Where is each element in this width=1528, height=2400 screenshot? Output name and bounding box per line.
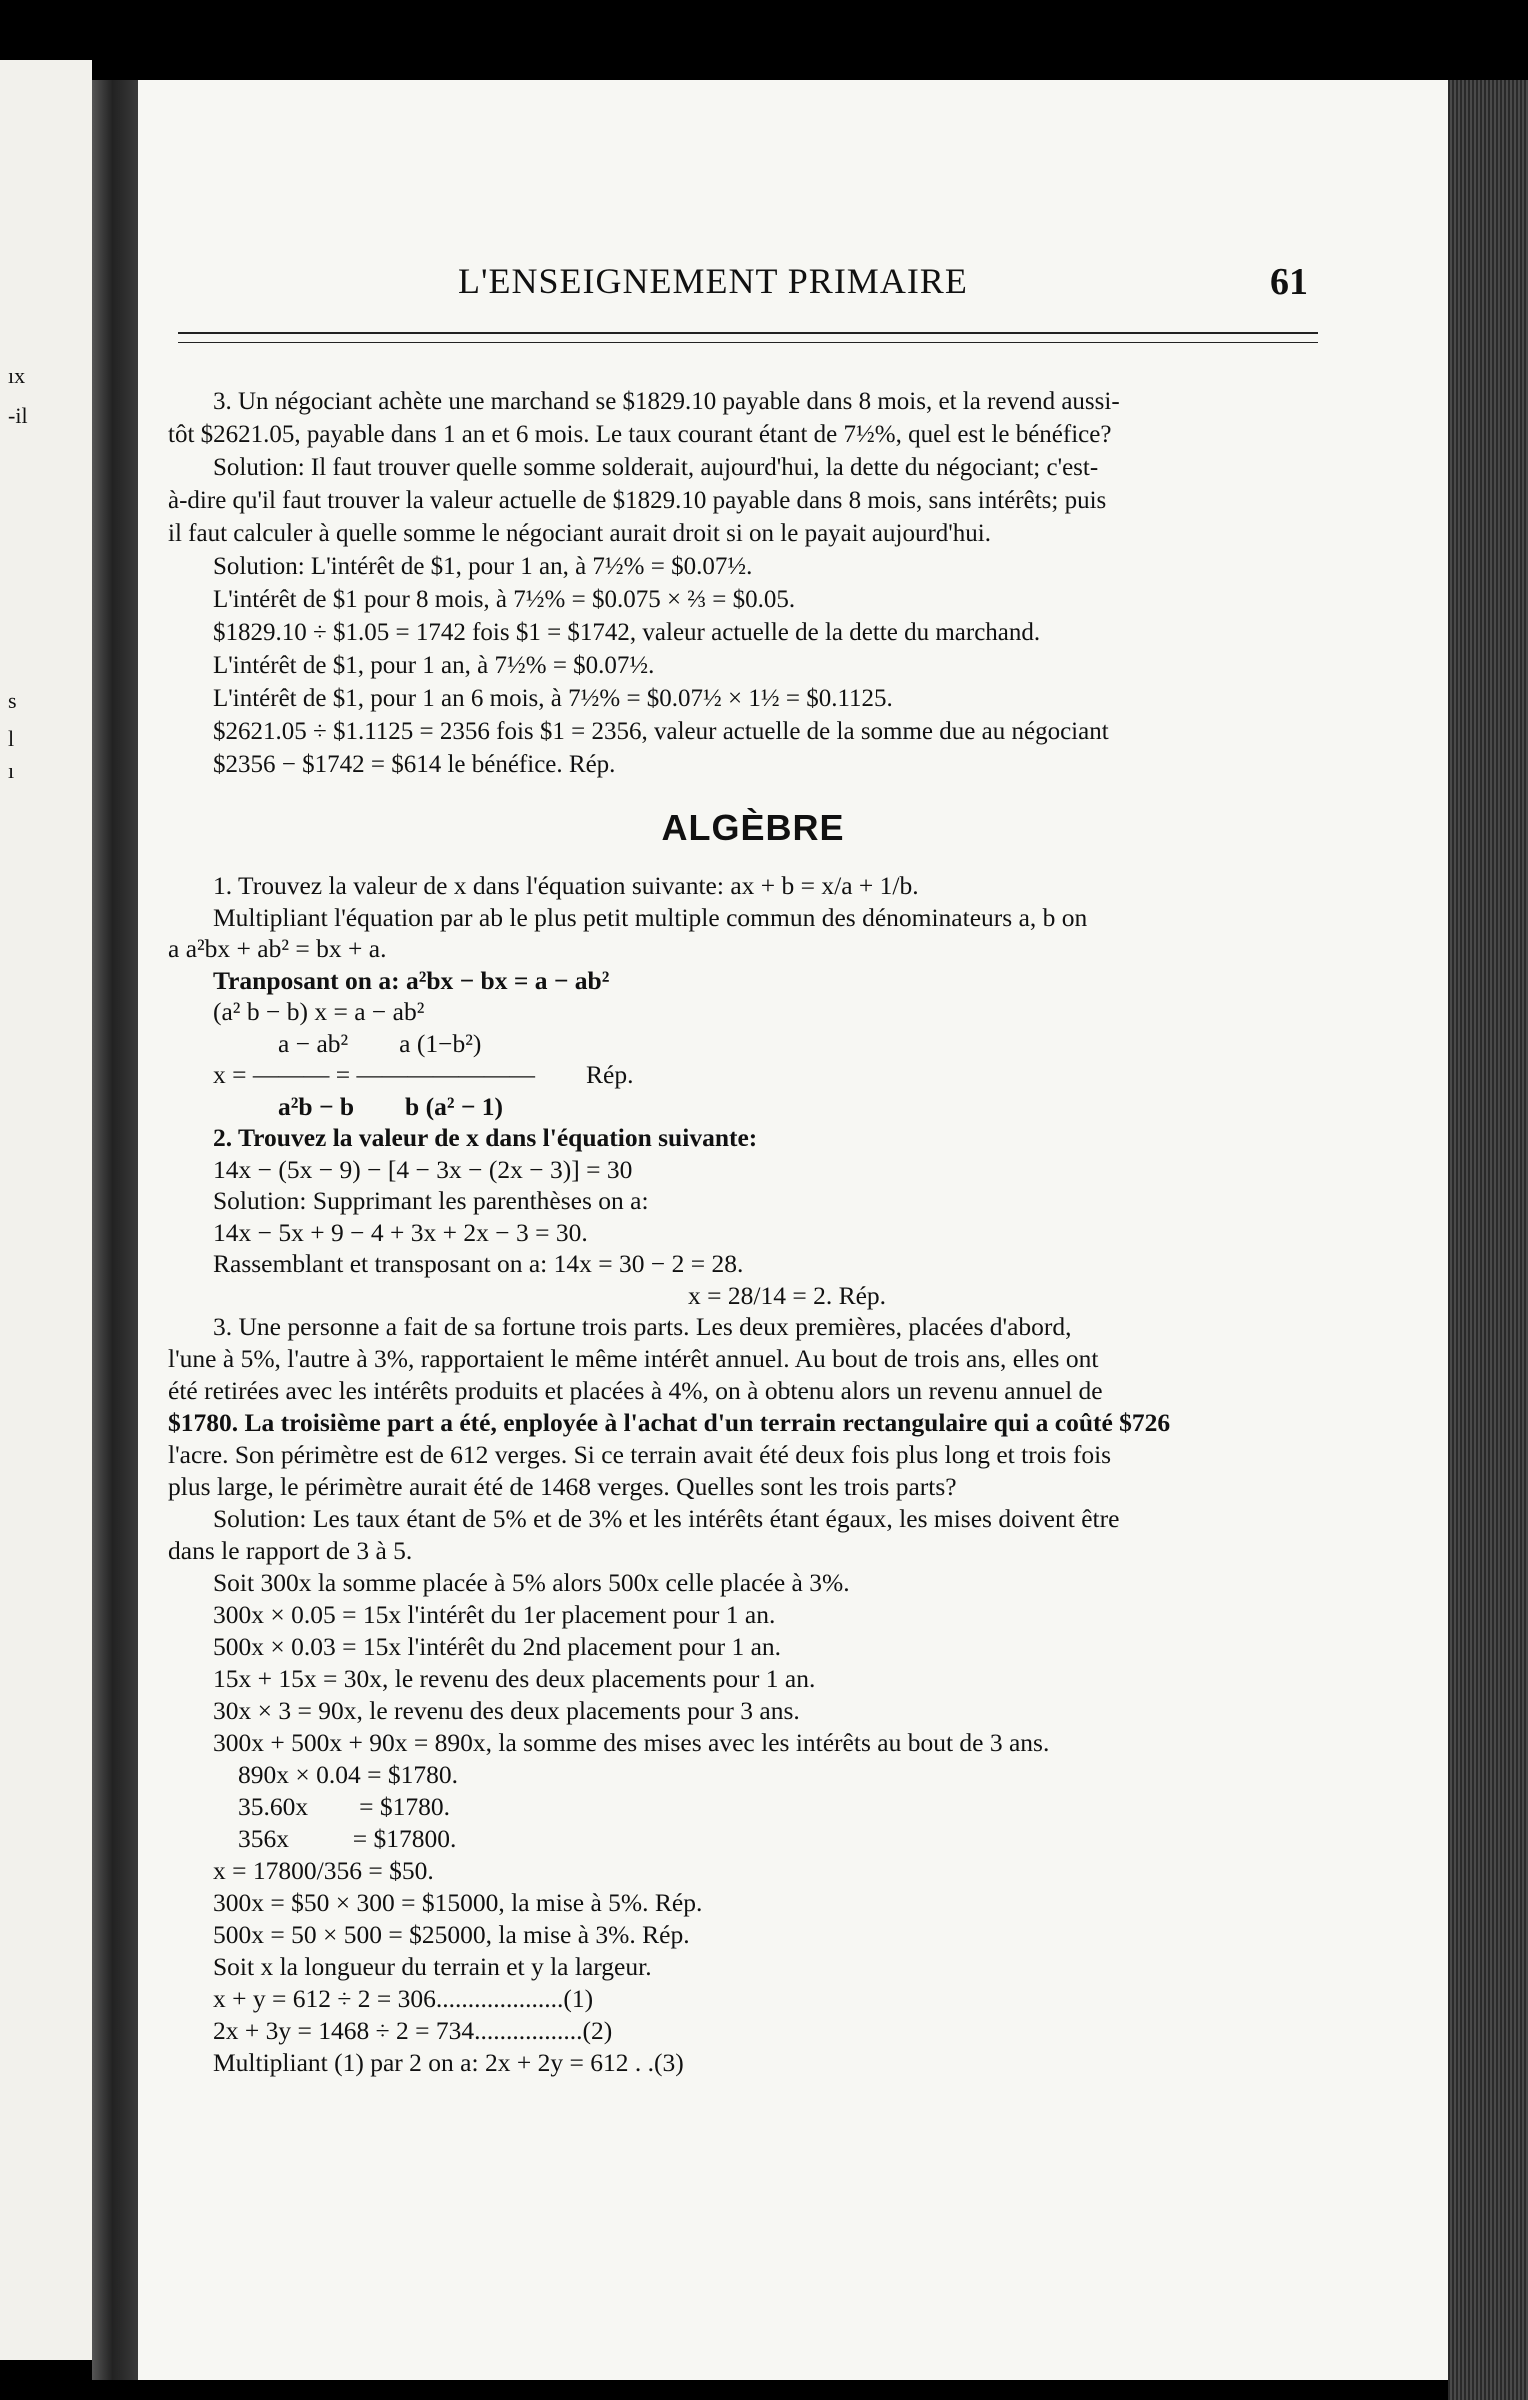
text-line: $1780. La troisième part a été, enployée à l'achat d'un terrain rectangulaire qui a coûté $726 [168, 1408, 1171, 1437]
work-line: 2x + 3y = 1468 ÷ 2 = 734.................(2) [213, 2016, 613, 2045]
algebra-problem-3 [168, 1311, 1338, 2079]
equation-line: (a² b − b) x = a − ab² [213, 997, 425, 1026]
work-line: 500x × 0.03 = 15x l'intérêt du 2nd placement pour 1 an. [213, 1632, 782, 1661]
text-line: Multipliant l'équation par ab le plus petit multiple commun des dénominateurs a, b on [213, 902, 1088, 932]
work-line: 356x = $17800. [238, 1824, 457, 1853]
solution-line: L'intérêt de $1, pour 1 an 6 mois, à 7½% = $0.07½ × 1½ = $0.1125. [213, 685, 893, 712]
work-line: 300x = $50 × 300 = $15000, la mise à 5%. Rép. [213, 1888, 703, 1917]
page-edges [1448, 80, 1528, 2400]
work-line: 300x × 0.05 = 15x l'intérêt du 1er placement pour 1 an. [213, 1600, 776, 1629]
text-line: été retirées avec les intérêts produits et placées à 4%, on à obtenu alors un revenu annuel de [168, 1376, 1103, 1405]
arithmetic-problem-3 [168, 385, 1338, 781]
header-rule [178, 332, 1318, 334]
work-line: Multipliant (1) par 2 on a: 2x + 2y = 612 . .(3) [213, 2048, 684, 2077]
facing-page-fragment: s [8, 688, 17, 713]
text-line: à-dire qu'il faut trouver la valeur actuelle de $1829.10 payable dans 8 mois, sans intérêts; puis [168, 487, 1107, 514]
facing-page-fragment: ıx [8, 363, 26, 388]
page-number: 61 [1270, 261, 1308, 303]
work-line: x + y = 612 ÷ 2 = 306....................(1) [213, 1984, 594, 2013]
fraction-denominator: a²b − b b (a² − 1) [278, 1091, 504, 1121]
facing-page-fragment: l [8, 726, 15, 751]
solution-line: L'intérêt de $1, pour 1 an, à 7½% = $0.07½. [213, 652, 655, 679]
equation-line: Tranposant on a: a²bx − bx = a − ab² [213, 965, 610, 995]
page-content [168, 385, 1338, 2079]
text-line: l'acre. Son périmètre est de 612 verges. Si ce terrain avait été deux fois plus long et trois fois [168, 1440, 1112, 1469]
work-line: 300x + 500x + 90x = 890x, la somme des mises avec les intérêts au bout de 3 ans. [213, 1728, 1050, 1757]
text-line: a a²bx + ab² = bx + a. [168, 934, 387, 963]
work-line: 500x = 50 × 500 = $25000, la mise à 3%. Rép. [213, 1920, 690, 1949]
work-line: 30x × 3 = 90x, le revenu des deux placements pour 3 ans. [213, 1696, 800, 1725]
text-line: 1. Trouvez la valeur de x dans l'équation suivante: ax + b = x/a + 1/b. [213, 871, 919, 900]
solution-line: Solution: Supprimant les parenthèses on a: [213, 1186, 649, 1215]
equation-line: 14x − (5x − 9) − [4 − 3x − (2x − 3)] = 30 [213, 1154, 633, 1184]
equation-line: Rassemblant et transposant on a: 14x = 30 − 2 = 28. [213, 1249, 744, 1278]
work-line: x = 17800/356 = $50. [213, 1856, 434, 1885]
text-line: plus large, le périmètre aurait été de 1468 verges. Quelles sont les trois parts? [168, 1472, 957, 1501]
solution-line: Solution: Les taux étant de 5% et de 3% et les intérêts étant égaux, les mises doivent être [213, 1504, 1120, 1533]
book-gutter [92, 80, 138, 2380]
facing-page-fragment: -il [8, 403, 28, 428]
facing-page-fragment: ı [8, 758, 15, 783]
solution-line: L'intérêt de $1 pour 8 mois, à 7½% = $0.075 × ⅔ = $0.05. [213, 586, 796, 613]
solution-line: dans le rapport de 3 à 5. [168, 1536, 413, 1565]
facing-page-edge [0, 60, 92, 2360]
equation-line: x = 28/14 = 2. Rép. [688, 1280, 887, 1310]
work-line: Soit 300x la somme placée à 5% alors 500x celle placée à 3%. [213, 1568, 850, 1597]
text-line: Solution: Il faut trouver quelle somme solderait, aujourd'hui, la dette du négociant; c'est- [213, 454, 1099, 481]
text-line: l'une à 5%, l'autre à 3%, rapportaient le même intérêt annuel. Au bout de trois ans, elles ont [168, 1344, 1099, 1373]
text-line: 2. Trouvez la valeur de x dans l'équation suivante: [213, 1123, 758, 1152]
fraction-line: x = ——— = ——————— Rép. [213, 1060, 634, 1089]
algebra-problems-1-2 [168, 870, 1338, 1311]
work-line: 890x × 0.04 = $1780. [238, 1760, 459, 1789]
book-page [138, 80, 1448, 2380]
text-line: il faut calculer à quelle somme le négociant aurait droit si on le payait aujourd'hui. [168, 520, 991, 547]
fraction-numerator: a − ab² a (1−b²) [278, 1028, 482, 1058]
equation-line: 14x − 5x + 9 − 4 + 3x + 2x − 3 = 30. [213, 1217, 588, 1247]
solution-line: $2621.05 ÷ $1.1125 = 2356 fois $1 = 2356, valeur actuelle de la somme due au négociant [213, 718, 1109, 745]
section-title: ALGÈBRE [661, 807, 845, 848]
text-line: 3. Une personne a fait de sa fortune trois parts. Les deux premières, placées d'abord, [213, 1312, 1072, 1341]
solution-line: $1829.10 ÷ $1.05 = 1742 fois $1 = $1742, valeur actuelle de la dette du marchand. [213, 619, 1041, 646]
header-rule-thin [178, 342, 1318, 343]
work-line: 35.60x = $1780. [238, 1792, 451, 1821]
work-line: Soit x la longueur du terrain et y la largeur. [213, 1952, 652, 1981]
text-line: tôt $2621.05, payable dans 1 an et 6 mois. Le taux courant étant de 7½%, quel est le bénéfice? [168, 421, 1112, 448]
solution-line: $2356 − $1742 = $614 le bénéfice. Rép. [213, 751, 616, 778]
running-title: L'ENSEIGNEMENT PRIMAIRE [458, 261, 968, 301]
work-line: 15x + 15x = 30x, le revenu des deux placements pour 1 an. [213, 1664, 816, 1693]
text-line: 3. Un négociant achète une marchand se $1829.10 payable dans 8 mois, et la revend aussi- [213, 388, 1120, 415]
solution-line: Solution: L'intérêt de $1, pour 1 an, à 7½% = $0.07½. [213, 553, 753, 580]
